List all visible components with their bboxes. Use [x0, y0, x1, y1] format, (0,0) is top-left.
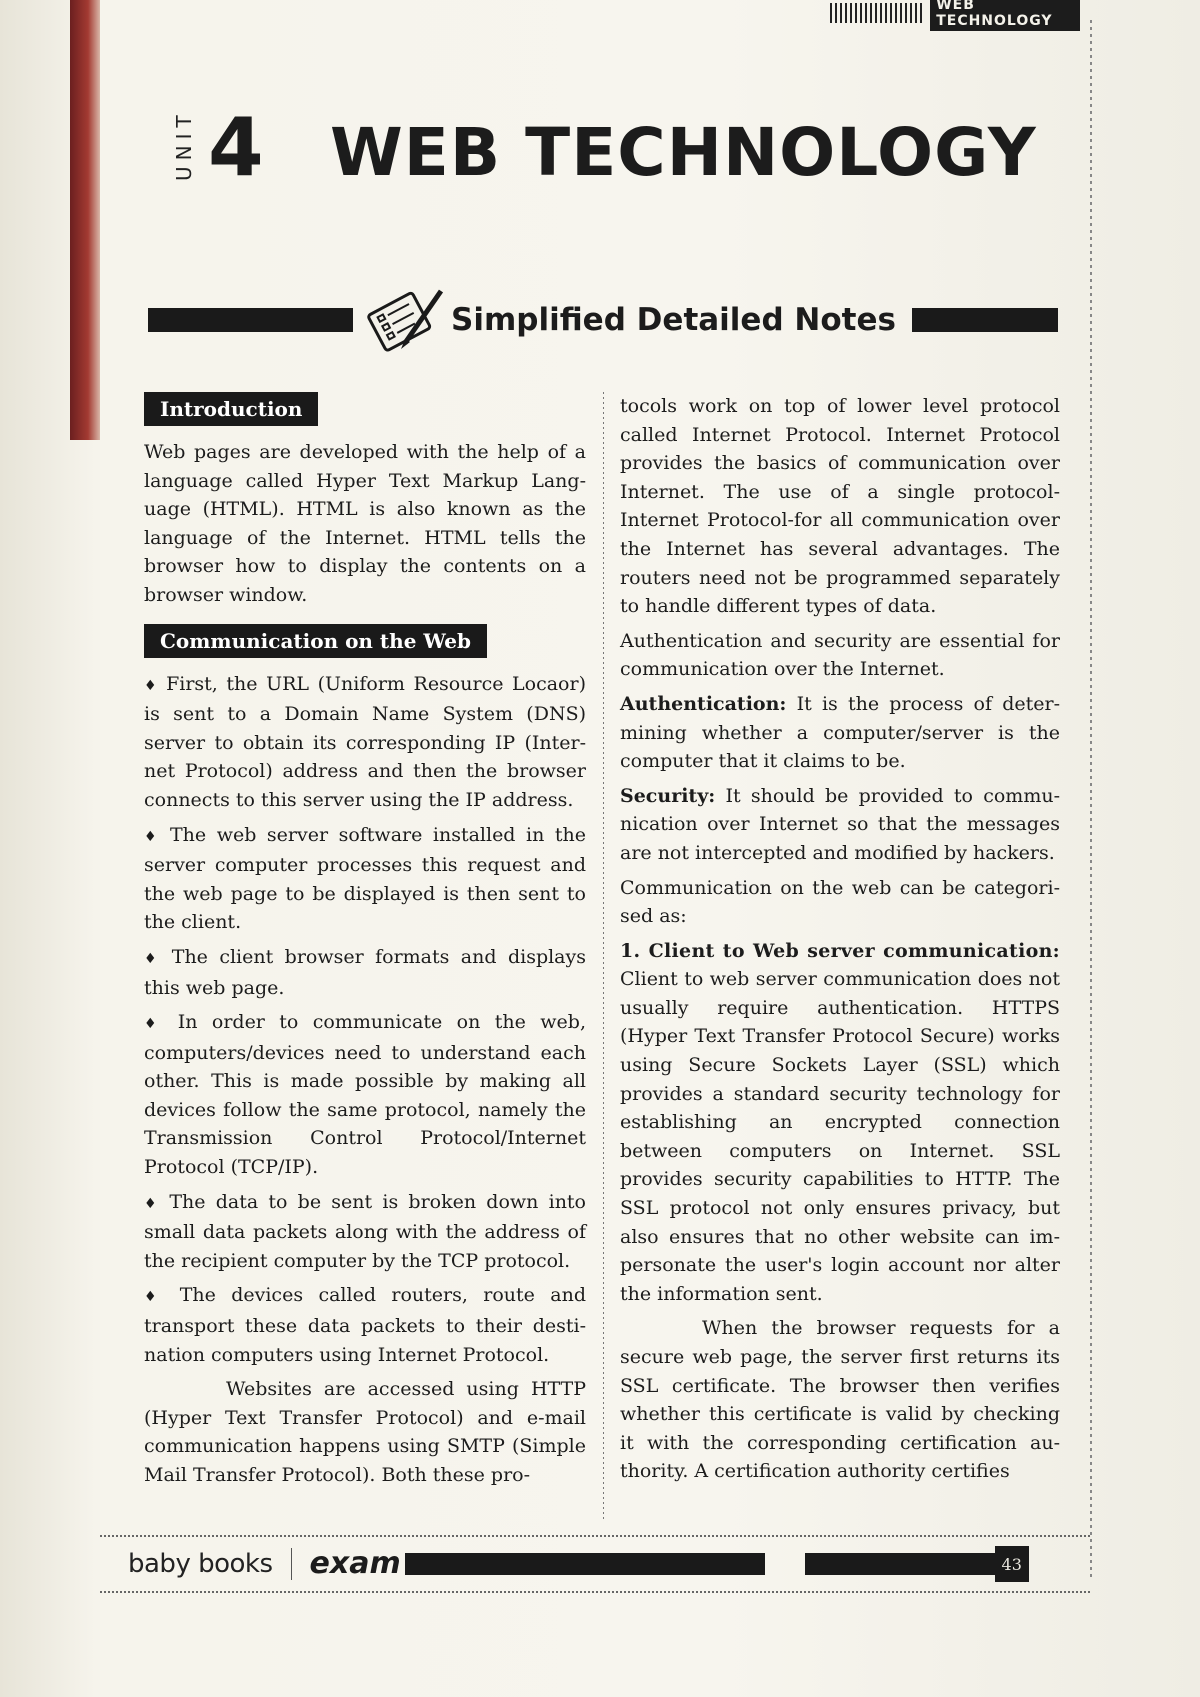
series-logo: exam [309, 1546, 401, 1581]
bullet-item: ♦ First, the URL (Uniform Resource Locaor) is sent to a Domain Name System (DNS) server to obtain its corresponding IP (Internet Protocol) address and then the browser connects to this server using the IP address. [144, 670, 586, 815]
banner-bar-right [912, 308, 1058, 332]
publisher-logo: baby books [128, 1549, 273, 1579]
notes-banner [148, 285, 1058, 355]
authentication-term: Authentication: [620, 692, 787, 715]
bullet-item: ♦ In order to communicate on the web, computers/devices need to understand each other. This is made possible by making all devices follow the same protocol, namely the Transmission Control Protocol/Internet Protocol (TCP/IP). [144, 1008, 586, 1182]
categorised-paragraph: Communication on the web can be categorised as: [620, 876, 1060, 928]
authentication-definition [620, 690, 1060, 776]
unit-label: UNIT [172, 109, 196, 181]
logo-separator [291, 1548, 292, 1580]
client-server-item [620, 937, 1060, 1309]
right-column [620, 392, 1060, 1492]
notes-banner-title: Simplified Detailed Notes [451, 302, 896, 338]
continued-paragraph: tocols work on top of lower level protocol called Internet Protocol. Internet Protocol provides the basics of communication over Internet. The use of a single protocol-Internet Protocol-for all communication over the Internet has several advantages. The routers need not be programmed separately to handle different types of data. [620, 395, 1060, 618]
binding-strip [70, 0, 100, 440]
unit-title: WEB TECHNOLOGY [330, 114, 1037, 191]
footer-bar-left [405, 1553, 765, 1575]
barcode-decoration [830, 3, 924, 23]
left-column [144, 392, 586, 1496]
bullet-item: ♦ The web server software installed in the server computer processes this request and the web page to be displayed is then sent to the client. [144, 821, 586, 937]
bullet-item: ♦ The data to be sent is broken down into small data packets along with the address of the recipient computer by the TCP protocol. [144, 1188, 586, 1276]
security-text: It should be provided to communication over Internet so that the messages are not intercepted and modified by hackers. [620, 784, 1060, 864]
column-divider [603, 392, 604, 1522]
client-server-text: Client to web server communication does not usually require authentication. HTTPS (Hyper Text Transfer Protocol Secure) works using Secure Sockets Layer (SSL) which provides a standard security technology for establishing an encrypted connection between computers on Internet. SSL provides security capabilities to HTTP. The SSL protocol not only ensures privacy, but also ensures that no other website can impersonate the user's login account nor alter the information sent. [620, 968, 1060, 1305]
unit-number: 4 [208, 101, 264, 194]
footer-bar-right [805, 1553, 995, 1575]
ssl-certificate-paragraph: When the browser requests for a secure web page, the server first returns its SSL certificate. The browser then verifies whether this certificate is valid by checking it with the corresponding certification authority. A certification authority certifies [620, 1317, 1060, 1483]
auth-security-intro: Authentication and security are essential for communication over the Internet. [620, 629, 1060, 681]
page-edge [1090, 20, 1092, 1580]
client-server-heading: 1. Client to Web server communication: [620, 939, 1060, 962]
checklist-pen-icon [365, 287, 445, 353]
protocols-paragraph: Websites are accessed using HTTP (Hyper Text Transfer Protocol) and e-mail communication happens using SMTP (Simple Mail Transfer Protocol). Both these pro- [144, 1378, 586, 1486]
section-heading-introduction: Introduction [144, 392, 318, 426]
running-head [830, 0, 1080, 29]
intro-paragraph: Web pages are developed with the help of a language called Hyper Text Markup Language (HTML). HTML is also known as the language of the Internet. HTML tells the browser how to display the contents on a browser window. [144, 441, 586, 606]
bullet-item: ♦ The client browser formats and displays this web page. [144, 943, 586, 1002]
page-footer [100, 1535, 1090, 1593]
authentication-text: It is the process of determining whether a computer/server is the computer that it claims to be. [620, 692, 1060, 773]
section-heading-communication: Communication on the Web [144, 624, 487, 658]
bullet-item: ♦ The devices called routers, route and transport these data packets to their destination computers using Internet Protocol. [144, 1281, 586, 1369]
security-definition [620, 782, 1060, 868]
security-term: Security: [620, 784, 716, 807]
page-number: 43 [995, 1546, 1029, 1582]
running-head-title: WEB TECHNOLOGY [930, 0, 1080, 31]
banner-bar-left [148, 308, 353, 332]
